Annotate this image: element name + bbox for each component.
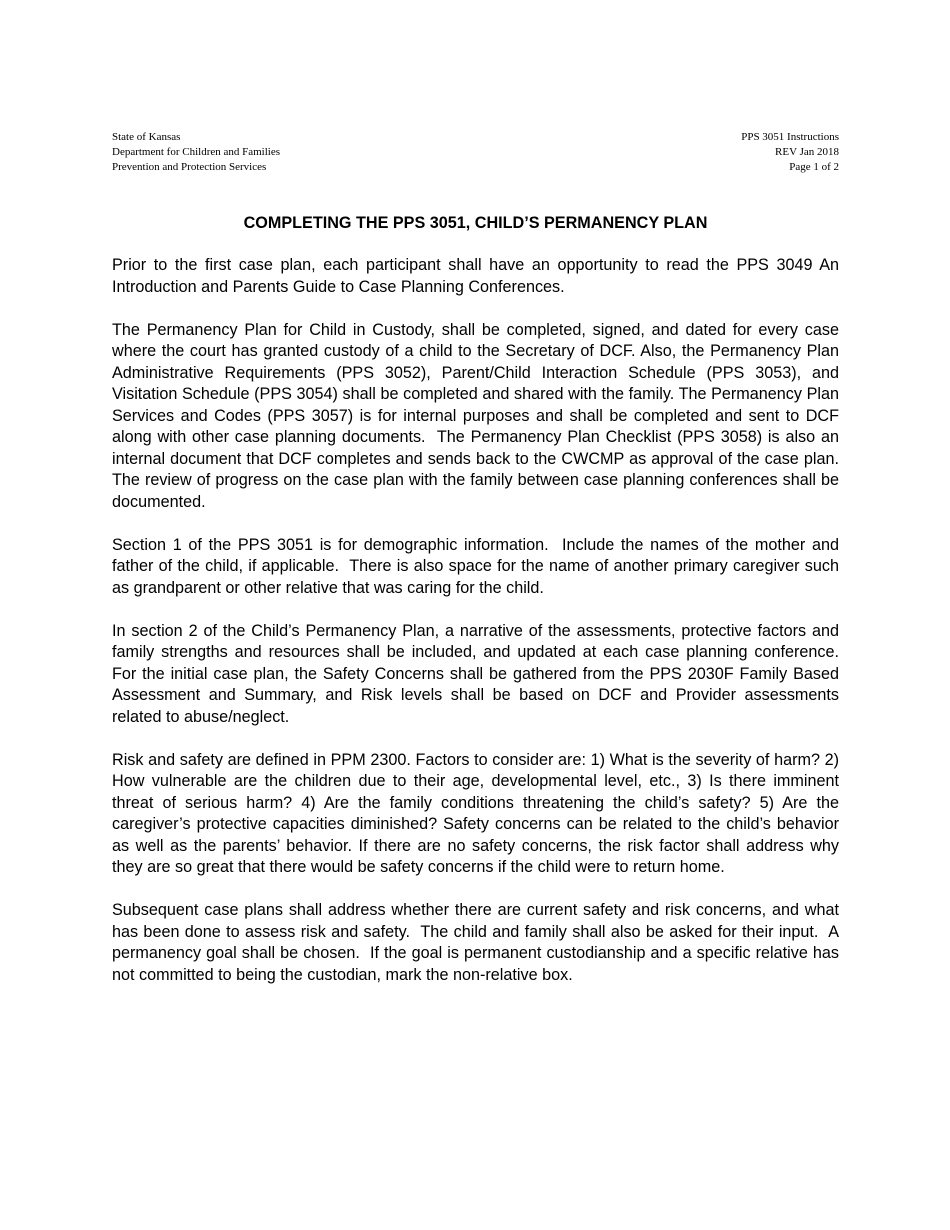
paragraph-section-2: In section 2 of the Child’s Permanency Plan, a narrative of the assessments, protective factors and family strengths and resources shall be included, and updated at each case planning conference. For the initial case plan, the Safety Concerns shall be gathered from the PPS 2030F Family Based Assessment and Summary, and Risk levels shall be based on DCF and Provider assessments related to abuse/neglect. (112, 621, 848, 726)
paragraph-section-1: Section 1 of the PPS 3051 is for demographic information. Include the names of the mother and father of the child, if applicable. There is also space for the name of another primary caregiver such as grandparent or other relative that was caring for the child. (112, 535, 844, 597)
document-title: COMPLETING THE PPS 3051, CHILD’S PERMANENCY PLAN (243, 214, 708, 232)
paragraph-intro: Prior to the first case plan, each participant shall have an opportunity to read the PPS 3049 An Introduction and Parents Guide to Case Planning Conferences. (112, 256, 844, 296)
form-name: PPS 3051 Instructions (741, 131, 839, 143)
paragraph-permanency-plan: The Permanency Plan for Child in Custody, shall be completed, signed, and dated for every case where the court has granted custody of a child to the Secretary of DCF. Also, the Permanency Plan Administrative Requirements (PPS 3052), Parent/Child Interaction Schedule (PPS 3053), and Visitation Schedule (PPS 3054) shall be completed and shared with the family. The Permanency Plan Services and Codes (PPS 3057) is for internal purposes and shall be completed and sent to DCF along with other case planning documents. The Permanency Plan Checklist (PPS 3058) is also an internal document that DCF completes and sends back to the CWCMP as approval of the case plan. The review of progress on the case plan with the family between case planning conferences shall be documented. (112, 320, 848, 511)
form-revision: REV Jan 2018 (775, 146, 839, 158)
agency-state: State of Kansas (112, 131, 181, 143)
agency-block (112, 130, 280, 175)
agency-division: Prevention and Protection Services (112, 161, 267, 173)
agency-department: Department for Children and Families (112, 146, 281, 158)
form-info-block (741, 130, 839, 175)
document-body (112, 255, 848, 1008)
page-number: Page 1 of 2 (789, 161, 839, 173)
paragraph-risk-safety: Risk and safety are defined in PPM 2300. Factors to consider are: 1) What is the severity of harm? 2) How vulnerable are the children due to their age, developmental level, etc., 3) Is there imminent threat of serious harm? 4) Are the family conditions threatening the child’s safety? 5) Are the caregiver’s protective capacities diminished? Safety concerns can be related to the child’s behavior as well as the parents’ behavior. If there are no safety concerns, the risk factor shall address why they are so great that there would be safety concerns if the child were to return home. (112, 750, 844, 876)
paragraph-subsequent-plans: Subsequent case plans shall address whether there are current safety and risk concerns, and what has been done to assess risk and safety. The child and family shall also be asked for their input. A permanency goal shall be chosen. If the goal is permanent custodianship and a specific relative has not committed to being the custodian, mark the non-relative box. (112, 901, 844, 984)
